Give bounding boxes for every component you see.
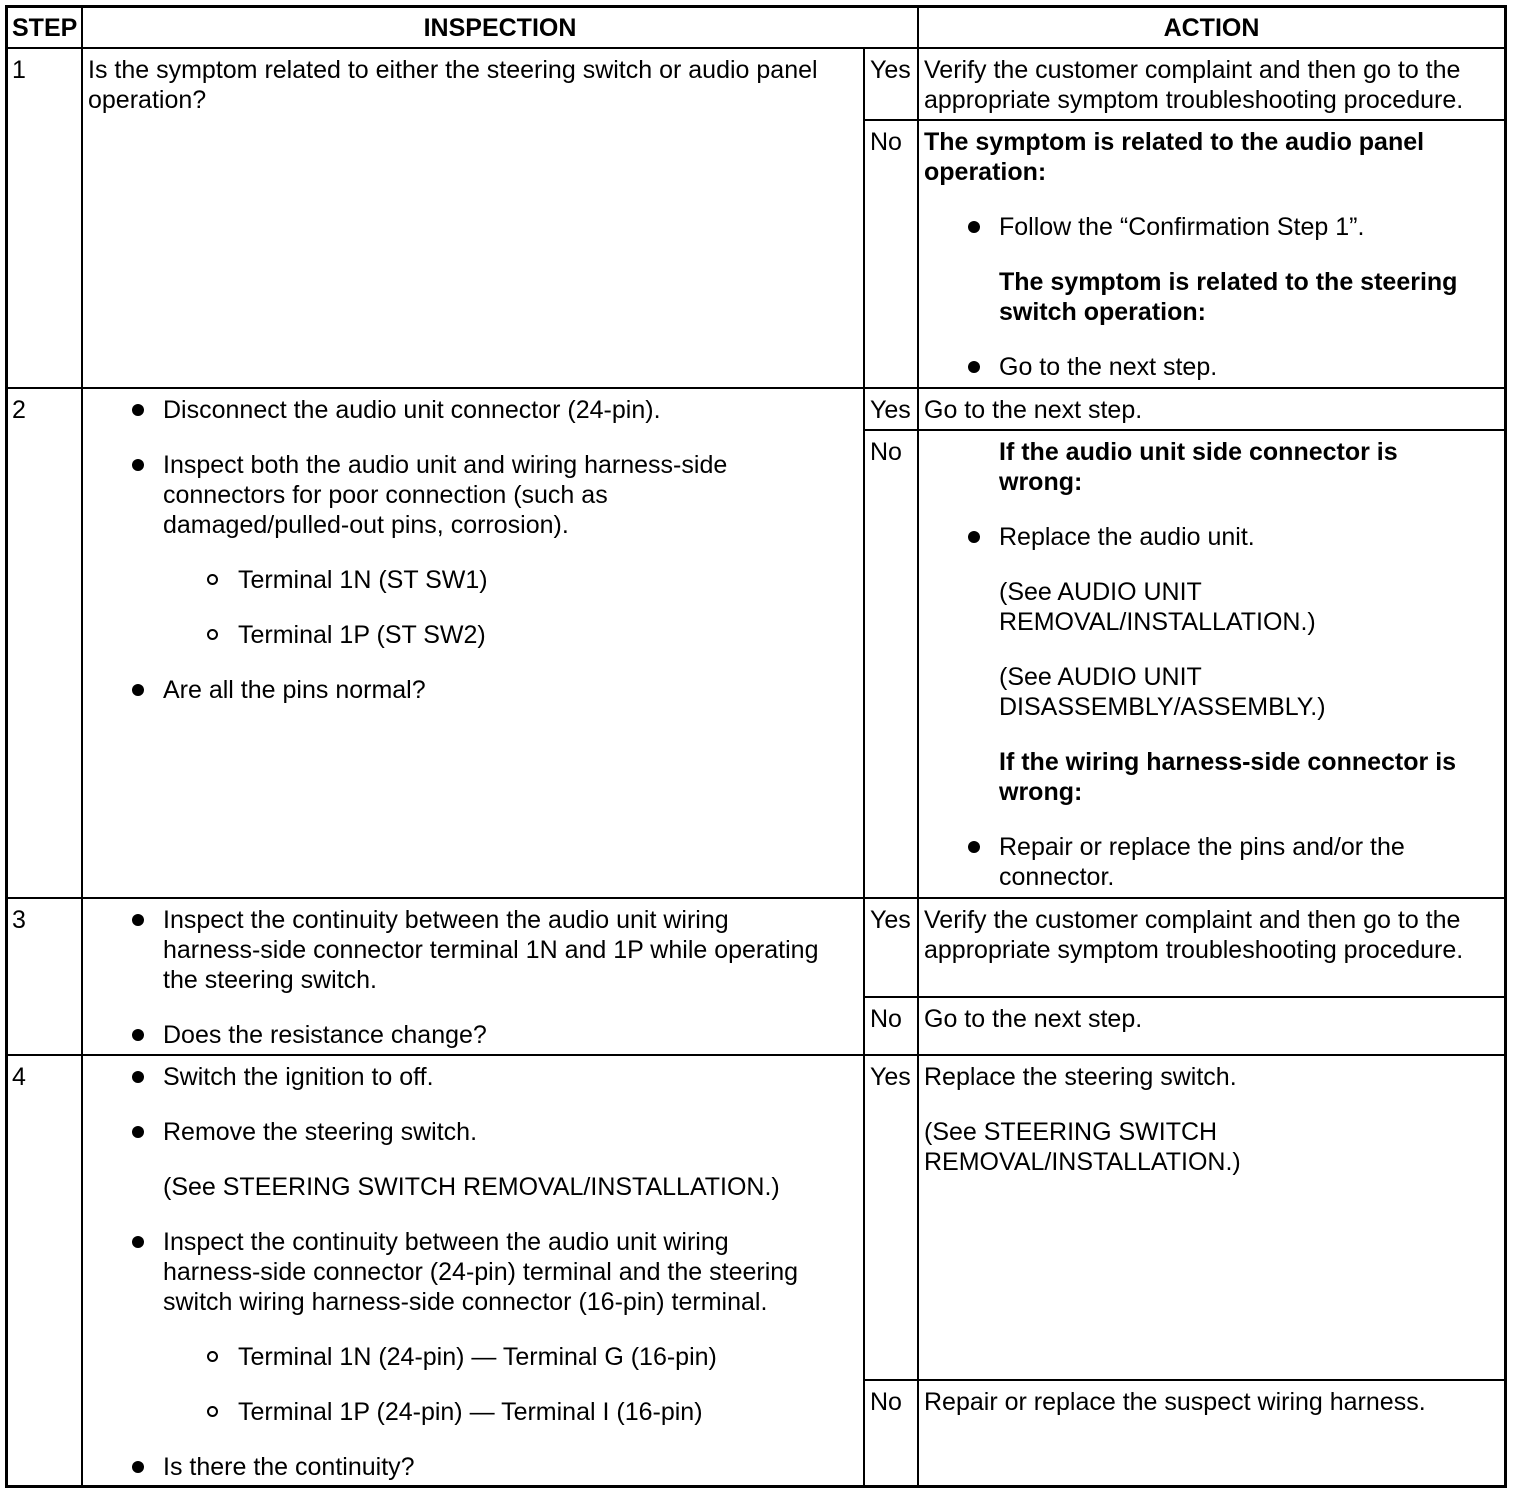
- bullet-item: [163, 1062, 863, 1092]
- bullet-icon: [968, 221, 980, 233]
- hollow-bullet-icon: [207, 629, 218, 640]
- sub-bullet-item: [238, 1397, 863, 1427]
- bullet-item: [999, 212, 1504, 242]
- bullet-text: Remove the steering switch.: [163, 1118, 478, 1146]
- bullet-text: Replace the audio unit.: [999, 523, 1255, 551]
- sub-bullet-item: [238, 620, 863, 650]
- bullet-icon: [132, 1029, 144, 1041]
- reference-note: (See STEERING SWITCH REMOVAL/INSTALLATION.): [163, 1173, 780, 1201]
- bullet-icon: [132, 684, 144, 696]
- sub-bullet-text: Terminal 1P (24-pin) — Terminal I (16-pin): [238, 1398, 703, 1426]
- bullet-icon: [968, 361, 980, 373]
- action-heading: The symptom is related to the steering switch operation:: [999, 268, 1458, 326]
- bullet-text: Disconnect the audio unit connector (24-pin).: [163, 396, 661, 424]
- bullet-text: Does the resistance change?: [163, 1021, 487, 1049]
- bullet-text: Are all the pins normal?: [163, 676, 426, 704]
- yes-label: Yes: [865, 899, 917, 996]
- yes-label: Yes: [865, 389, 917, 429]
- bullet-text: Inspect the continuity between the audio unit wiring harness-side connector terminal 1N and 1P while operating the steering switch.: [163, 906, 819, 994]
- no-action-cell: [919, 431, 1504, 897]
- bullet-icon: [968, 841, 980, 853]
- action-text: Verify the customer complaint and then go to the appropriate symptom troubleshooting procedure.: [924, 56, 1464, 114]
- bullet-text: Follow the “Confirmation Step 1”.: [999, 213, 1365, 241]
- sub-bullet-text: Terminal 1N (24-pin) — Terminal G (16-pin): [238, 1343, 717, 1371]
- sub-bullet-text: Terminal 1P (ST SW2): [238, 621, 486, 649]
- yes-action-cell: [919, 49, 1504, 119]
- inspection-text: Is the symptom related to either the steering switch or audio panel operation?: [88, 56, 818, 114]
- bullet-text: Is there the continuity?: [163, 1453, 415, 1481]
- no-action-cell: [919, 121, 1504, 387]
- step-number: 2: [8, 389, 81, 897]
- no-label: No: [865, 431, 917, 897]
- bullet-text: Go to the next step.: [999, 353, 1218, 381]
- bullet-item: [999, 522, 1504, 552]
- yes-action-cell: [919, 389, 1504, 429]
- no-label: No: [865, 121, 917, 387]
- header-inspection: INSPECTION: [83, 8, 917, 47]
- bullet-item: [163, 450, 863, 540]
- bullet-item: [999, 832, 1504, 892]
- step-number: 3: [8, 899, 81, 1054]
- bullet-item: [163, 1227, 863, 1317]
- reference-note: (See STEERING SWITCH REMOVAL/INSTALLATION.): [924, 1118, 1241, 1176]
- troubleshooting-table: [5, 5, 1507, 1488]
- action-heading: If the audio unit side connector is wrong:: [999, 438, 1398, 496]
- action-heading: The symptom is related to the audio panel operation:: [924, 128, 1425, 186]
- inspection-cell: [83, 899, 863, 1054]
- bullet-icon: [132, 914, 144, 926]
- no-action-cell: [919, 1381, 1504, 1485]
- bullet-item: [163, 1020, 863, 1050]
- action-text: Replace the steering switch.: [924, 1063, 1237, 1091]
- hollow-bullet-icon: [207, 1406, 218, 1417]
- bullet-icon: [132, 1071, 144, 1083]
- no-label: No: [865, 998, 917, 1054]
- yes-label: Yes: [865, 1056, 917, 1379]
- step-number: 4: [8, 1056, 81, 1485]
- bullet-text: Repair or replace the pins and/or the connector.: [999, 833, 1405, 891]
- bullet-icon: [132, 1236, 144, 1248]
- sub-bullet-item: [238, 565, 863, 595]
- yes-label: Yes: [865, 49, 917, 119]
- inspection-cell: [83, 389, 863, 897]
- sub-bullet-text: Terminal 1N (ST SW1): [238, 566, 488, 594]
- reference-note: (See AUDIO UNIT REMOVAL/INSTALLATION.): [999, 578, 1316, 636]
- bullet-text: Inspect the continuity between the audio unit wiring harness-side connector (24-pin) terminal and the steering switch wiring harness-side connector (16-pin) terminal.: [163, 1228, 799, 1316]
- inspection-cell: [83, 1056, 863, 1485]
- bullet-item: [163, 905, 863, 995]
- bullet-icon: [968, 531, 980, 543]
- yes-action-cell: [919, 899, 1504, 996]
- action-text: Verify the customer complaint and then go to the appropriate symptom troubleshooting procedure.: [924, 906, 1464, 964]
- bullet-text: Switch the ignition to off.: [163, 1063, 434, 1091]
- bullet-item: [163, 1452, 863, 1482]
- bullet-text: Inspect both the audio unit and wiring harness-side connectors for poor connection (such as damaged/pulled-out pins, corrosion).: [163, 451, 728, 539]
- hollow-bullet-icon: [207, 574, 218, 585]
- bullet-item: [999, 352, 1504, 382]
- hollow-bullet-icon: [207, 1351, 218, 1362]
- step-number: 1: [8, 49, 81, 387]
- action-text: Repair or replace the suspect wiring harness.: [924, 1388, 1426, 1416]
- bullet-item: [163, 675, 863, 705]
- yes-action-cell: [919, 1056, 1504, 1379]
- reference-note: (See AUDIO UNIT DISASSEMBLY/ASSEMBLY.): [999, 663, 1326, 721]
- bullet-icon: [132, 1461, 144, 1473]
- bullet-item: [163, 395, 863, 425]
- bullet-icon: [132, 1126, 144, 1138]
- action-text: Go to the next step.: [924, 1005, 1143, 1033]
- action-text: Go to the next step.: [924, 396, 1143, 424]
- action-heading: If the wiring harness-side connector is wrong:: [999, 748, 1457, 806]
- header-action: ACTION: [919, 8, 1504, 47]
- sub-bullet-item: [238, 1342, 863, 1372]
- inspection-cell: [83, 49, 863, 387]
- bullet-icon: [132, 459, 144, 471]
- header-step: STEP: [8, 8, 81, 47]
- bullet-icon: [132, 404, 144, 416]
- bullet-item: [163, 1117, 863, 1147]
- no-label: No: [865, 1381, 917, 1485]
- no-action-cell: [919, 998, 1504, 1054]
